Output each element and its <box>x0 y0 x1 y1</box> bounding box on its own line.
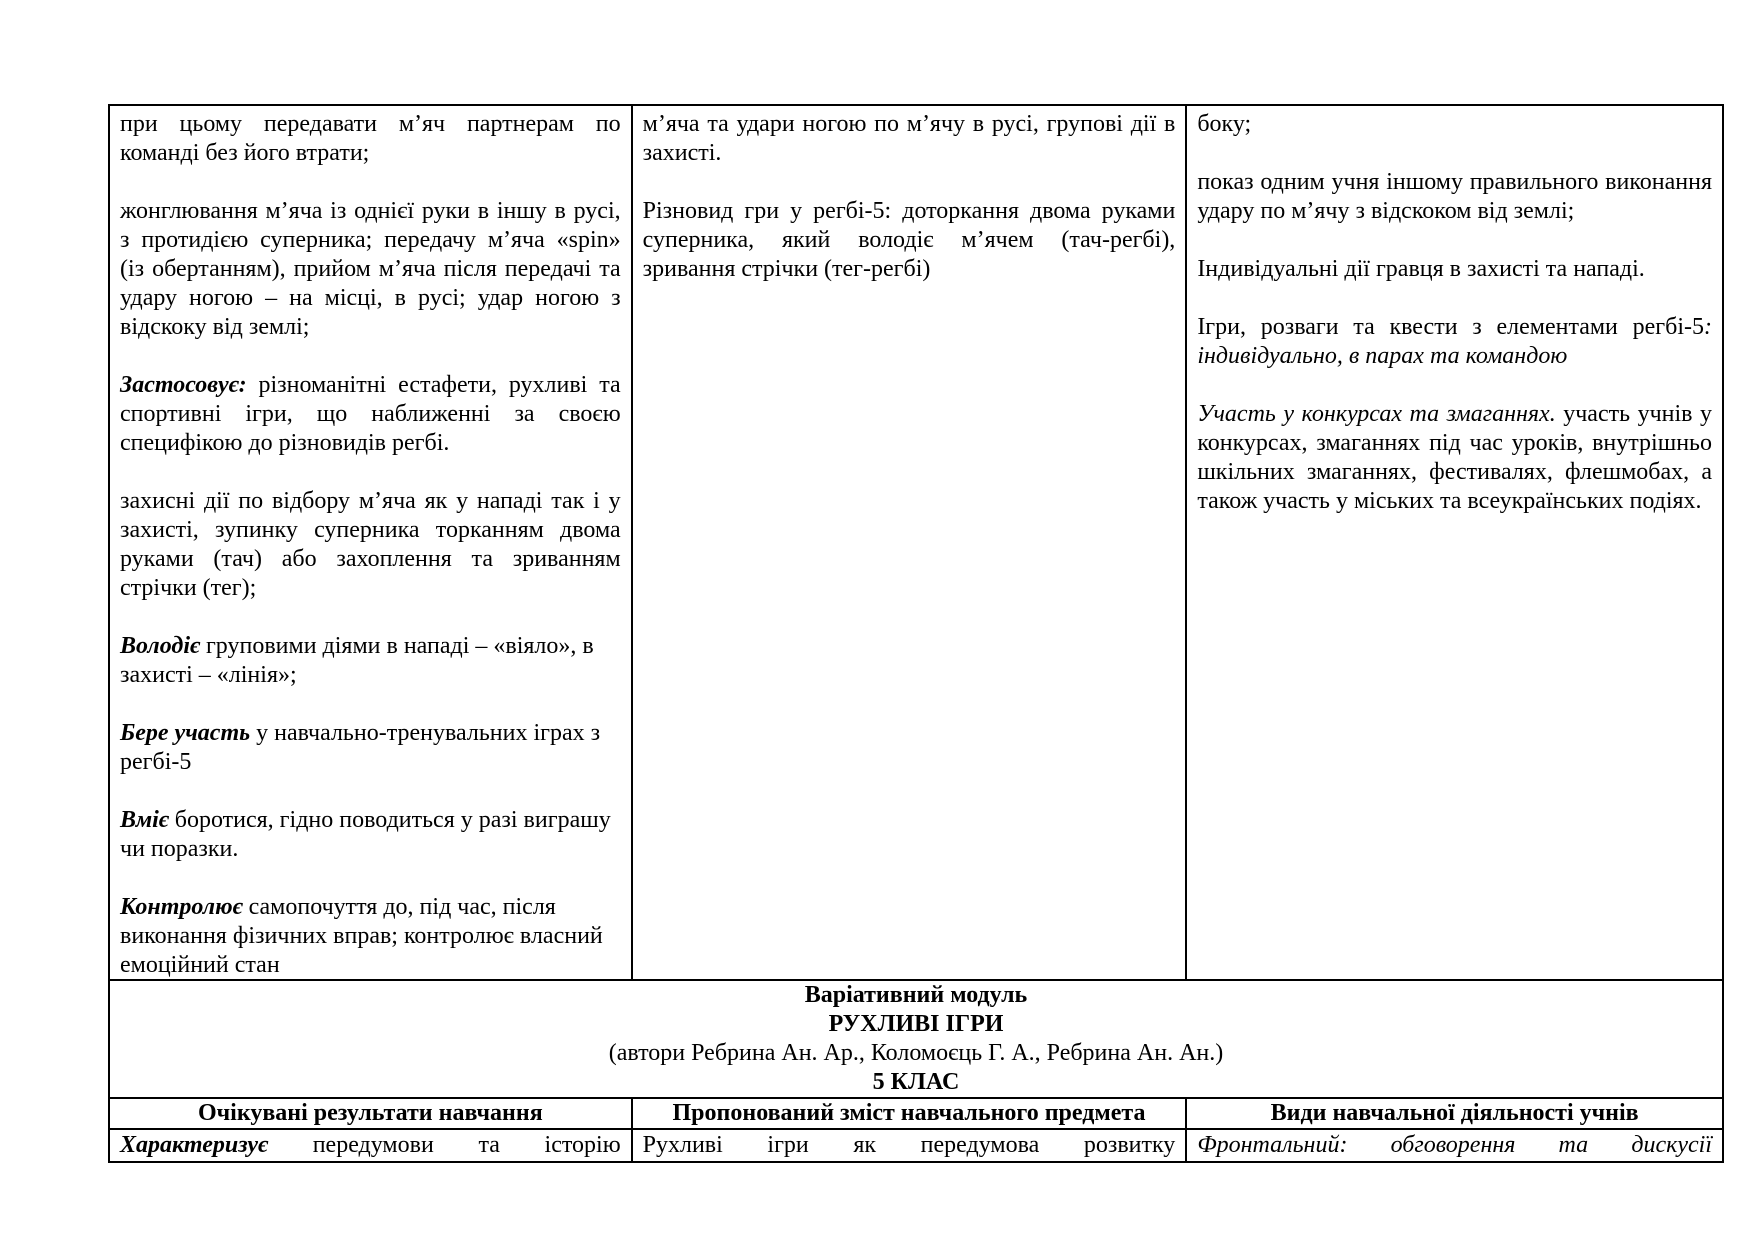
paragraph: захисні дії по відбору м’яча як у нападі так і у захисті, зупинку суперника торканням двома руками (тач) або захоплення та зриванням стрічки (тег); <box>120 488 621 601</box>
module-row <box>109 980 1723 1098</box>
cell-activity-types: Фронтальний: обговорення та дискусії <box>1186 1129 1723 1162</box>
cell-expected-results <box>109 105 632 980</box>
cell-proposed-content <box>632 105 1187 980</box>
paragraph: показ одним учня іншому правильного виконання удару по м’ячу з відскоком від землі; <box>1197 169 1712 224</box>
module-title-cell <box>109 980 1723 1098</box>
paragraph: м’яча та удари ногою по м’ячу в русі, групові дії в захисті. <box>642 111 1176 166</box>
paragraph: Різновид гри у регбі-5: доторкання двома руками суперника, який володіє м’ячем (тач-регбі), зривання стрічки (тег-регбі) <box>642 198 1176 282</box>
module-heading: Варіативний модуль <box>804 982 1028 1008</box>
header-proposed-content: Пропонований зміст навчального предмета <box>632 1098 1187 1129</box>
bold-lead: Бере участь <box>120 720 251 746</box>
table-row <box>109 1129 1723 1162</box>
cell-expected-results: Характеризує передумови та історію <box>109 1129 632 1162</box>
cell-proposed-content: Рухливі ігри як передумова розвитку <box>632 1129 1187 1162</box>
paragraph: жонглювання м’яча із однієї руки в іншу в русі, з протидією суперника; передачу м’яча «spin» (із обертанням), прийом м’яча після передачі та удару ногою – на місці, в русі; удар ногою з відскоку від землі; <box>120 198 621 340</box>
paragraph: Застосовує: різноманітні естафети, рухливі та спортивні ігри, що наближенні за своєю специфікою до різновидів регбі. <box>120 372 621 456</box>
paragraph: Вміє боротися, гідно поводиться у разі виграшу чи поразки. <box>120 807 611 862</box>
bold-lead: Вміє <box>120 807 169 833</box>
module-authors: (автори Ребрина Ан. Ар., Коломоєць Г. А., Ребрина Ан. Ан.) <box>608 1040 1224 1066</box>
paragraph: Бере участь у навчально-тренувальних іграх з регбі-5 <box>120 720 601 775</box>
bold-lead: Характеризує <box>120 1132 269 1158</box>
header-expected-results: Очікувані результати навчання <box>109 1098 632 1129</box>
paragraph: Індивідуальні дії гравця в захисті та нападі. <box>1197 256 1645 282</box>
module-name: РУХЛИВІ ІГРИ <box>828 1011 1004 1037</box>
module-grade: 5 КЛАС <box>872 1069 960 1095</box>
paragraph: Ігри, розваги та квести з елементами регбі-5: індивідуально, в парах та командою <box>1197 314 1712 369</box>
curriculum-table <box>108 104 1724 1163</box>
content-row <box>109 105 1723 980</box>
cell-activity-types <box>1186 105 1723 980</box>
header-row <box>109 1098 1723 1129</box>
paragraph: боку; <box>1197 111 1252 137</box>
bold-lead: Володіє <box>120 633 200 659</box>
bold-lead: Застосовує: <box>120 372 247 398</box>
header-activity-types: Види навчальної діяльності учнів <box>1186 1098 1723 1129</box>
paragraph: при цьому передавати м’яч партнерам по команді без його втрати; <box>120 111 621 166</box>
bold-lead: Контролює <box>120 894 243 920</box>
paragraph: Участь у конкурсах та змаганнях. участь учнів у конкурсах, змаганнях під час уроків, внутрішньо шкільних змаганнях, фестивалях, флешмобах, а також участь у міських та всеукраїнських подіях. <box>1197 401 1713 514</box>
paragraph: Володіє груповими діями в нападі – «віяло», в захисті – «лінія»; <box>120 633 594 688</box>
paragraph: Контролює самопочуття до, під час, після виконання фізичних вправ; контролює власний емоційний стан <box>120 894 603 978</box>
